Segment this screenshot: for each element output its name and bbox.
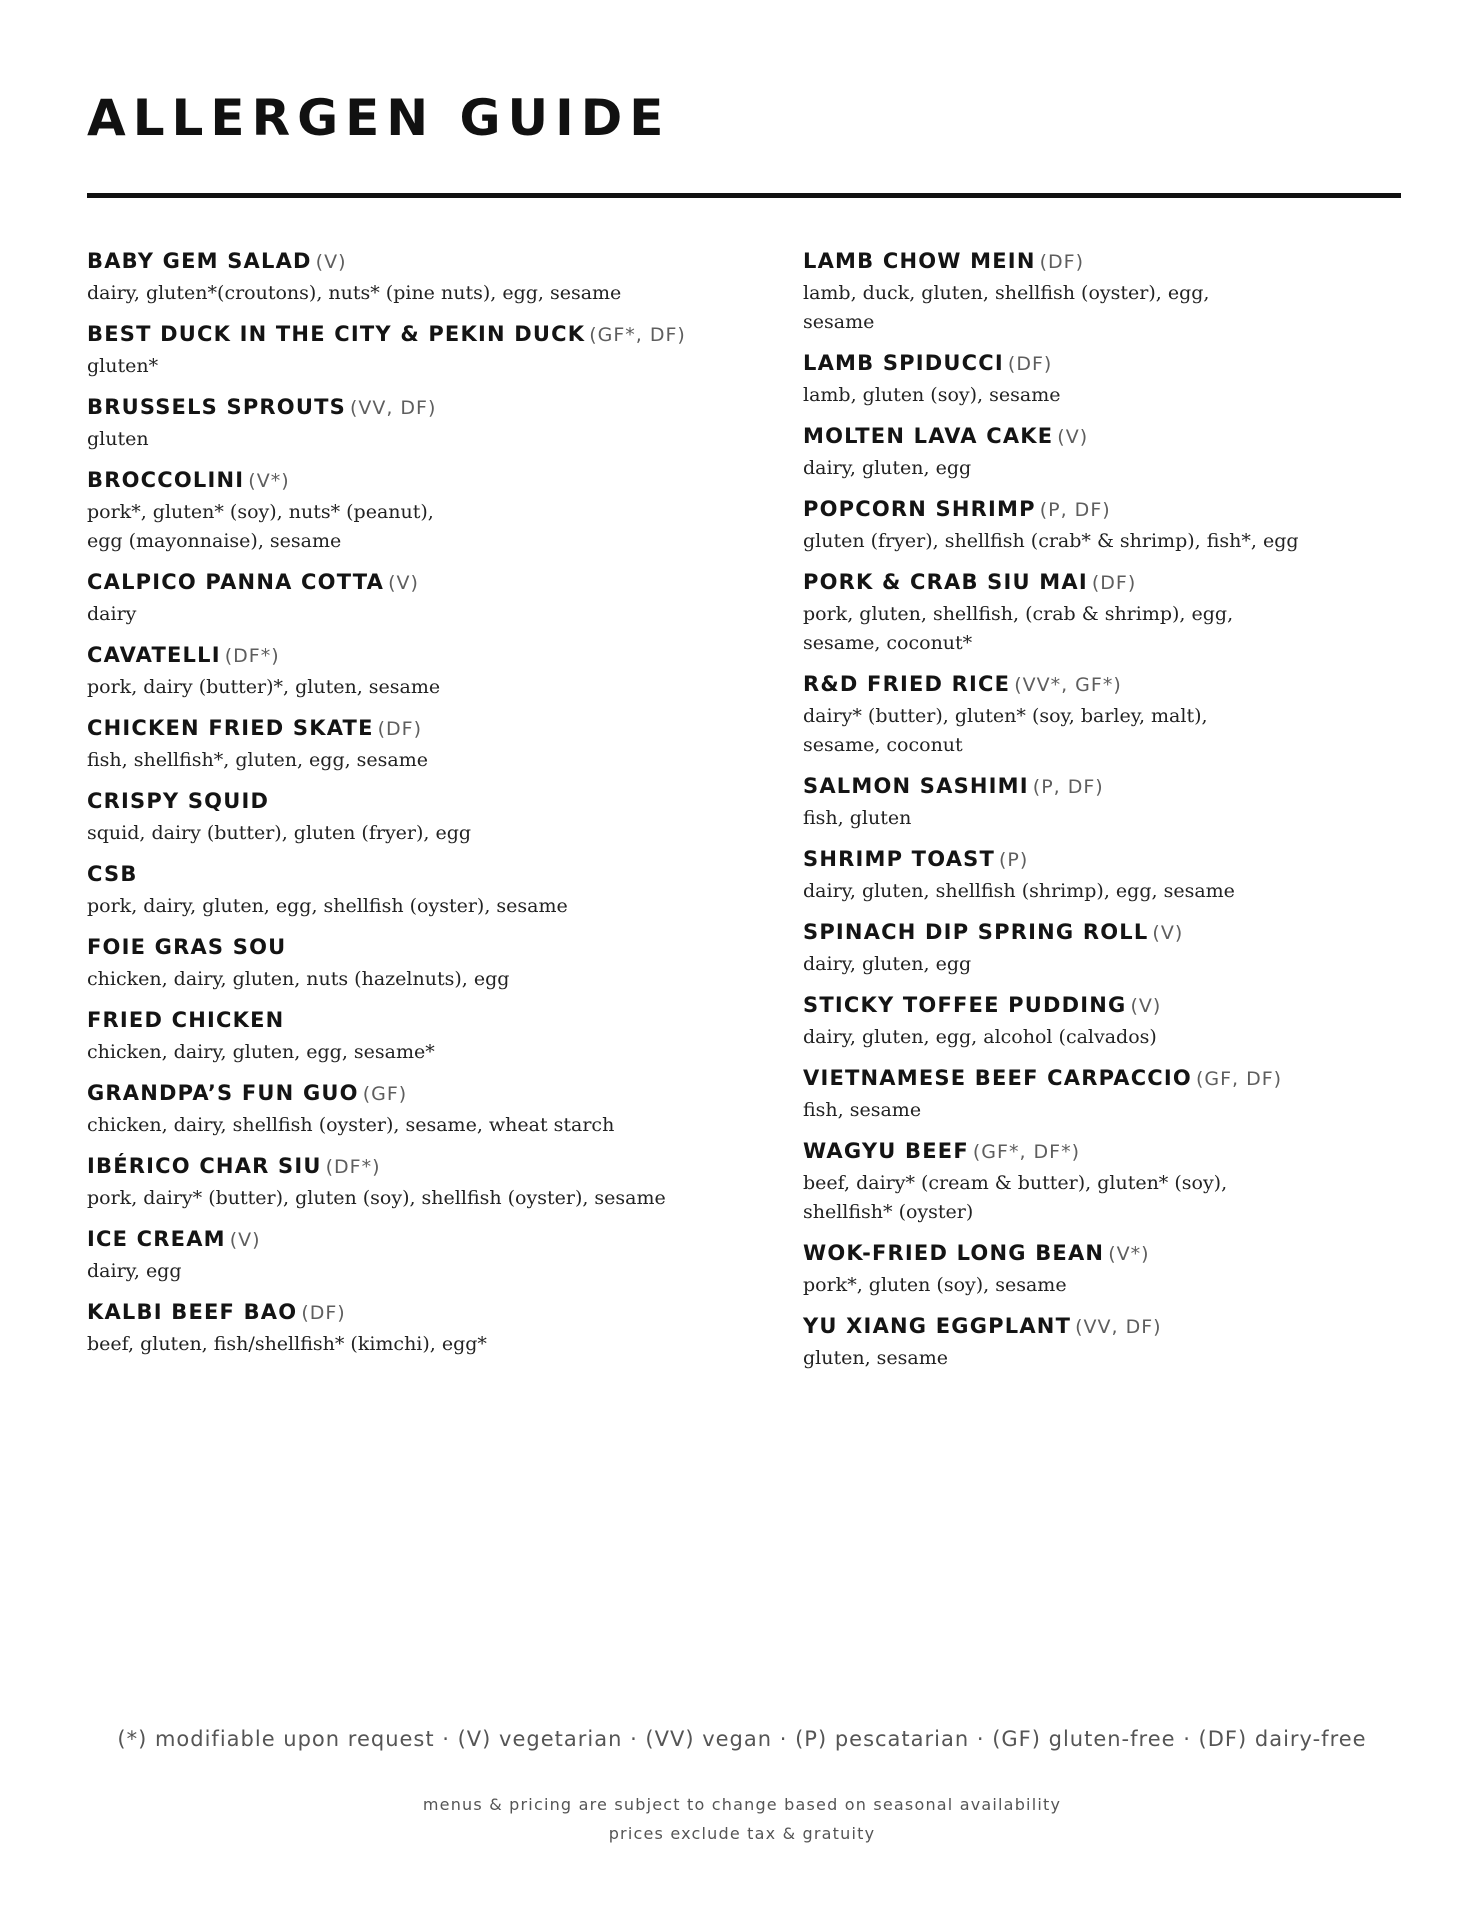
- menu-item: [87, 932, 767, 994]
- diet-legend: (*) modifiable upon request · (V) vegetarian · (VV) vegan · (P) pescatarian · (GF) gluten-free · (DF) dairy-free: [117, 1727, 1367, 1751]
- diet-tag: (DF*): [325, 1156, 381, 1178]
- allergen-list: pork, dairy, gluten, egg, shellfish (oyster), sesame: [87, 895, 568, 917]
- item-name: SHRIMP TOAST: [803, 847, 995, 871]
- item-name: R&D FRIED RICE: [803, 672, 1011, 696]
- allergen-list: dairy, gluten, egg, alcohol (calvados): [803, 1026, 1157, 1048]
- item-name: IBÉRICO CHAR SIU: [87, 1154, 322, 1178]
- item-name: BABY GEM SALAD: [87, 249, 312, 273]
- menu-item: [803, 771, 1401, 833]
- page-title: ALLERGEN GUIDE: [87, 89, 671, 147]
- menu-item: [803, 1063, 1401, 1125]
- allergen-list: lamb, gluten (soy), sesame: [803, 384, 1061, 406]
- allergen-list: dairy: [87, 603, 137, 625]
- item-name: CHICKEN FRIED SKATE: [87, 716, 374, 740]
- menu-item: [803, 421, 1401, 483]
- allergen-list: chicken, dairy, shellfish (oyster), sesame, wheat starch: [87, 1114, 615, 1136]
- allergen-list: pork, dairy (butter)*, gluten, sesame: [87, 676, 441, 698]
- diet-tag: (DF): [377, 718, 423, 740]
- item-name: WOK-FRIED LONG BEAN: [803, 1241, 1105, 1265]
- diet-tag: (V): [315, 251, 347, 273]
- item-name: ICE CREAM: [87, 1227, 226, 1251]
- menu-item: [87, 319, 767, 381]
- menu-item: [87, 246, 767, 308]
- item-name: CAVATELLI: [87, 643, 221, 667]
- menu-item: [803, 494, 1401, 556]
- allergen-list: pork*, gluten* (soy), nuts* (peanut), egg (mayonnaise), sesame: [87, 501, 434, 552]
- allergen-list: beef, gluten, fish/shellfish* (kimchi), egg*: [87, 1333, 487, 1355]
- diet-tag: (V): [388, 572, 419, 594]
- item-name: FOIE GRAS SOU: [87, 935, 287, 959]
- right-menu-column: [803, 246, 1401, 1384]
- item-name: BROCCOLINI: [87, 468, 245, 492]
- menu-item: [87, 859, 767, 921]
- diet-tag: (GF*, DF*): [972, 1141, 1080, 1163]
- diet-tag: (VV, DF): [1075, 1316, 1162, 1338]
- allergen-list: dairy, egg: [87, 1260, 182, 1282]
- diet-tag: (V): [1130, 995, 1162, 1017]
- menu-item: [87, 713, 767, 775]
- item-name: BRUSSELS SPROUTS: [87, 395, 346, 419]
- item-name: YU XIANG EGGPLANT: [803, 1314, 1072, 1338]
- menu-item: [87, 1078, 767, 1140]
- diet-tag: (P, DF): [1039, 499, 1111, 521]
- allergen-list: dairy, gluten, shellfish (shrimp), egg, sesame: [803, 880, 1235, 902]
- allergen-list: chicken, dairy, gluten, nuts (hazelnuts), egg: [87, 968, 510, 990]
- allergen-list: gluten*: [87, 355, 159, 377]
- menu-item: [87, 640, 767, 702]
- title-divider: [87, 193, 1401, 198]
- diet-tag: (V): [229, 1229, 261, 1251]
- allergen-list: dairy, gluten*(croutons), nuts* (pine nuts), egg, sesame: [87, 282, 622, 304]
- menu-item: [803, 246, 1401, 337]
- diet-tag: (V*): [248, 470, 290, 492]
- diet-tag: (GF*, DF): [589, 324, 686, 346]
- menu-item: [803, 669, 1401, 760]
- item-name: PORK & CRAB SIU MAI: [803, 570, 1088, 594]
- diet-tag: (DF): [1007, 353, 1053, 375]
- diet-tag: (V): [1152, 922, 1184, 944]
- diet-tag: (V): [1057, 426, 1089, 448]
- allergen-list: squid, dairy (butter), gluten (fryer), egg: [87, 822, 472, 844]
- diet-tag: (GF): [362, 1083, 408, 1105]
- item-name: CALPICO PANNA COTTA: [87, 570, 385, 594]
- menu-item: [803, 1311, 1401, 1373]
- menu-item: [87, 465, 767, 556]
- allergen-list: gluten (fryer), shellfish (crab* & shrimp), fish*, egg: [803, 530, 1299, 552]
- item-name: GRANDPA’S FUN GUO: [87, 1081, 359, 1105]
- diet-tag: (DF): [1091, 572, 1137, 594]
- menu-item: [803, 1238, 1401, 1300]
- item-name: KALBI BEEF BAO: [87, 1300, 298, 1324]
- left-menu-column: [87, 246, 767, 1370]
- menu-item: [803, 567, 1401, 658]
- allergen-list: dairy, gluten, egg: [803, 953, 972, 975]
- allergen-list: chicken, dairy, gluten, egg, sesame*: [87, 1041, 435, 1063]
- item-name: LAMB CHOW MEIN: [803, 249, 1036, 273]
- item-name: WAGYU BEEF: [803, 1139, 969, 1163]
- allergen-list: fish, shellfish*, gluten, egg, sesame: [87, 749, 429, 771]
- allergen-list: gluten, sesame: [803, 1347, 949, 1369]
- allergen-list: dairy, gluten, egg: [803, 457, 972, 479]
- diet-tag: (VV*, GF*): [1014, 674, 1122, 696]
- allergen-list: fish, gluten: [803, 807, 912, 829]
- menu-item: [803, 990, 1401, 1052]
- diet-tag: (P, DF): [1032, 776, 1104, 798]
- allergen-list: lamb, duck, gluten, shellfish (oyster), egg, sesame: [803, 282, 1210, 333]
- item-name: VIETNAMESE BEEF CARPACCIO: [803, 1066, 1192, 1090]
- menu-item: [87, 786, 767, 848]
- diet-tag: (DF): [301, 1302, 346, 1324]
- tax-footnote: prices exclude tax & gratuity: [608, 1824, 876, 1843]
- allergen-list: dairy* (butter), gluten* (soy, barley, malt), sesame, coconut: [803, 705, 1208, 756]
- menu-item: [87, 1224, 767, 1286]
- diet-tag: (GF, DF): [1195, 1068, 1283, 1090]
- allergen-list: pork, dairy* (butter), gluten (soy), shellfish (oyster), sesame: [87, 1187, 666, 1209]
- diet-tag: (DF*): [224, 645, 280, 667]
- allergen-list: fish, sesame: [803, 1099, 922, 1121]
- diet-tag: (DF): [1039, 251, 1084, 273]
- menu-item: [87, 567, 767, 629]
- item-name: POPCORN SHRIMP: [803, 497, 1036, 521]
- item-name: STICKY TOFFEE PUDDING: [803, 993, 1127, 1017]
- item-name: SPINACH DIP SPRING ROLL: [803, 920, 1149, 944]
- menu-item: [87, 392, 767, 454]
- menu-item: [803, 844, 1401, 906]
- item-name: SALMON SASHIMI: [803, 774, 1029, 798]
- item-name: BEST DUCK IN THE CITY & PEKIN DUCK: [87, 322, 586, 346]
- allergen-list: pork*, gluten (soy), sesame: [803, 1274, 1067, 1296]
- allergen-list: beef, dairy* (cream & butter), gluten* (soy), shellfish* (oyster): [803, 1172, 1228, 1223]
- pricing-footnote: menus & pricing are subject to change based on seasonal availability: [422, 1795, 1062, 1814]
- item-name: FRIED CHICKEN: [87, 1008, 285, 1032]
- menu-item: [803, 348, 1401, 410]
- allergen-list: gluten: [87, 428, 149, 450]
- item-name: CRISPY SQUID: [87, 789, 270, 813]
- menu-item: [87, 1151, 767, 1213]
- diet-tag: (P): [999, 849, 1029, 871]
- menu-item: [87, 1297, 767, 1359]
- diet-tag: (V*): [1108, 1243, 1150, 1265]
- item-name: LAMB SPIDUCCI: [803, 351, 1004, 375]
- menu-item: [803, 917, 1401, 979]
- menu-item: [803, 1136, 1401, 1227]
- diet-tag: (VV, DF): [349, 397, 437, 419]
- item-name: MOLTEN LAVA CAKE: [803, 424, 1054, 448]
- item-name: CSB: [87, 862, 138, 886]
- menu-item: [87, 1005, 767, 1067]
- allergen-list: pork, gluten, shellfish, (crab & shrimp), egg, sesame, coconut*: [803, 603, 1234, 654]
